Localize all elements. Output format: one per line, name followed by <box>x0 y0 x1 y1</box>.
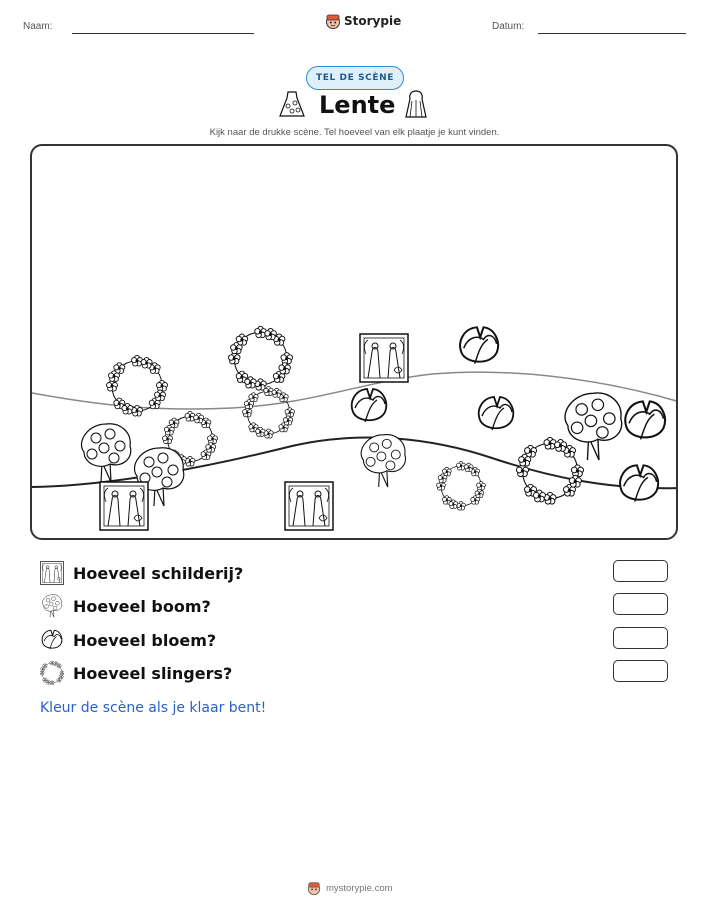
question-flower <box>40 628 216 652</box>
scene-painting <box>285 482 333 530</box>
question-painting <box>40 561 243 585</box>
answer-box-tree[interactable] <box>613 593 668 615</box>
footer <box>307 881 393 895</box>
scene-painting <box>360 334 408 382</box>
brand-name: Storypie <box>344 14 402 28</box>
scene-garland <box>243 386 295 438</box>
scene-painting <box>100 482 148 530</box>
scene-garland <box>228 326 292 390</box>
scene-flower <box>479 397 513 430</box>
tree-icon <box>40 594 64 618</box>
coloring-instruction: Kleur de scène als je klaar bent! <box>40 700 267 716</box>
counting-scene <box>30 144 678 540</box>
question-garland <box>40 661 232 685</box>
scene-garland <box>516 437 583 504</box>
date-label: Datum: <box>492 21 525 32</box>
scene-garland <box>107 355 168 416</box>
painting-icon <box>40 561 64 585</box>
storypie-mascot-icon <box>307 881 321 895</box>
answer-box-garland[interactable] <box>613 660 668 682</box>
scene-tree <box>81 424 130 482</box>
garland-icon <box>40 661 64 685</box>
question-flower-label: Hoeveel bloem? <box>73 630 217 650</box>
page-title: Lente <box>319 91 396 119</box>
flower-icon <box>40 628 64 652</box>
question-painting-label: Hoeveel schilderij? <box>73 563 244 583</box>
question-garland-label: Hoeveel slingers? <box>73 663 233 683</box>
cape-icon <box>403 89 429 121</box>
footer-url[interactable]: mystorypie.com <box>326 882 393 894</box>
scene-flower <box>625 401 665 439</box>
brand-logo <box>325 13 401 29</box>
instructions-subtitle: Kijk naar de drukke scène. Tel hoeveel van elk plaatje je kunt vinden. <box>209 127 500 138</box>
name-line[interactable] <box>72 33 254 34</box>
answer-box-flower[interactable] <box>613 627 668 649</box>
storypie-mascot-icon <box>325 13 341 29</box>
date-line[interactable] <box>538 33 686 34</box>
question-tree <box>40 594 211 618</box>
scene-flower <box>620 465 658 501</box>
scene-flower <box>460 327 498 363</box>
scene-flower <box>352 389 386 422</box>
name-label: Naam: <box>23 21 53 32</box>
dress-icon <box>278 90 306 120</box>
scene-tree <box>361 435 405 487</box>
activity-badge: TEL DE SCÈNE <box>306 66 404 90</box>
answer-box-painting[interactable] <box>613 560 668 582</box>
question-tree-label: Hoeveel boom? <box>73 596 211 616</box>
scene-garland <box>437 462 486 511</box>
